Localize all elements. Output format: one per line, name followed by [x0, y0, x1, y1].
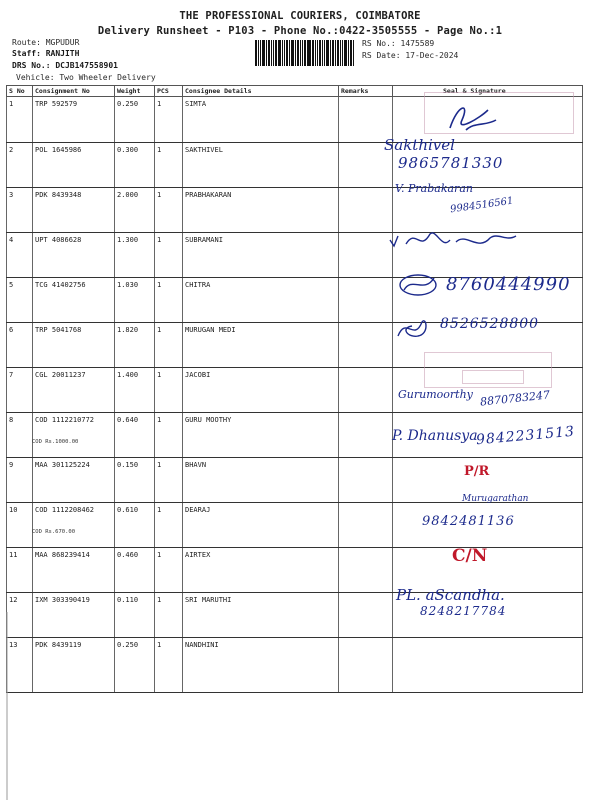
signature-row10-mark: P/R	[464, 464, 490, 479]
consignment-value: PDK 8439348	[35, 191, 82, 199]
pcs-value: 1	[157, 371, 162, 379]
sno-value: 8	[9, 416, 14, 424]
sno-value: 1	[9, 100, 14, 108]
sno-value: 10	[9, 506, 18, 514]
signature-row2-name: Sakthivel	[384, 136, 455, 154]
consignee-value: PRABHAKARAN	[185, 191, 232, 199]
signature-row6-phone: 8526528800	[440, 316, 540, 332]
signature-row5-phone: 8760444990	[446, 274, 571, 295]
consignment-value: TRP 5041768	[35, 326, 82, 334]
col-remarks-header: Remarks	[339, 86, 393, 97]
consignment-value: UPT 4086628	[35, 236, 82, 244]
consignee-value: DEARAJ	[185, 506, 211, 514]
company-title: THE PROFESSIONAL COURIERS, COIMBATORE	[179, 10, 421, 22]
consignee-value: SUBRAMANI	[185, 236, 223, 244]
pcs-value: 1	[157, 191, 162, 199]
consignment-value: TCG 41402756	[35, 281, 86, 289]
weight-value: 0.250	[117, 641, 139, 649]
pcs-value: 1	[157, 596, 162, 604]
stamp-row7-inner	[462, 370, 524, 384]
consignee-value: GURU MOOTHY	[185, 416, 232, 424]
cod-amount: COD Rs.1000.00	[32, 439, 79, 445]
signature-row2-phone: 9865781330	[398, 154, 504, 172]
consignment-value: MAA 301125224	[35, 461, 90, 469]
consignee-value: AIRTEX	[185, 551, 211, 559]
weight-value: 0.460	[117, 551, 139, 559]
pcs-value: 1	[157, 461, 162, 469]
signature-row9-phone: 9842231513	[475, 423, 576, 449]
pcs-value: 1	[157, 326, 162, 334]
weight-value: 2.000	[117, 191, 139, 199]
consignee-value: SRI MARUTHI	[185, 596, 232, 604]
pcs-value: 1	[157, 416, 162, 424]
signature-row5-mark	[396, 270, 442, 300]
weight-value: 0.110	[117, 596, 139, 604]
consignment-value: POL 1645986	[35, 146, 82, 154]
sno-value: 11	[9, 551, 18, 559]
col-signature-header: Seal & Signature	[393, 86, 583, 97]
weight-value: 0.300	[117, 146, 139, 154]
consignee-value: SIMTA	[185, 100, 207, 108]
consignment-value: COD 1112208462	[35, 506, 95, 514]
staff-label: Staff: RANJITH	[12, 49, 80, 58]
signature-row6-mark	[392, 314, 432, 344]
consignee-value: CHITRA	[185, 281, 211, 289]
weight-value: 1.820	[117, 326, 139, 334]
signature-row11-phone: 9842481136	[422, 514, 515, 529]
signature-row9-name: P. Dhanusya	[392, 428, 478, 444]
consignee-value: MURUGAN MEDI	[185, 326, 236, 334]
pcs-value: 1	[157, 641, 162, 649]
signature-row3-phone: 9984516561	[449, 195, 515, 216]
signature-row13-name: PL. aScandha.	[396, 586, 505, 604]
col-sno-header: S No	[7, 86, 33, 97]
signature-row3-name: V. Prabakaran	[395, 182, 473, 195]
weight-value: 0.250	[117, 100, 139, 108]
sno-value: 6	[9, 326, 14, 334]
signature-row12-mark: C/N	[452, 546, 488, 566]
sno-value: 5	[9, 281, 14, 289]
pcs-value: 1	[157, 236, 162, 244]
vehicle-label: Vehicle: Two Wheeler Delivery	[16, 73, 156, 82]
cod-amount: COD Rs.670.00	[32, 529, 76, 535]
signature-row1	[440, 100, 500, 140]
consignment-value: CGL 20011237	[35, 371, 86, 379]
signature-row13-phone: 8248217784	[420, 604, 507, 618]
rs-date: RS Date: 17-Dec-2024	[362, 51, 459, 60]
weight-value: 0.150	[117, 461, 139, 469]
pcs-value: 1	[157, 281, 162, 289]
signature-row4	[386, 222, 526, 258]
pcs-value: 1	[157, 100, 162, 108]
runsheet-title: Delivery Runsheet - P103 - Phone No.:0422-3505555 - Page No.:1	[97, 25, 503, 37]
col-pcs-header: PCS	[155, 86, 183, 97]
sno-value: 3	[9, 191, 14, 199]
sno-value: 4	[9, 236, 14, 244]
pcs-value: 1	[157, 146, 162, 154]
route-label: Route: MGPUDUR	[12, 38, 80, 47]
col-consignment-header: Consignment No	[33, 86, 115, 97]
signature-row8-phone: 8870783247	[479, 388, 551, 409]
signature-row8-name: Gurumoorthy	[398, 388, 473, 401]
consignee-value: BHAVN	[185, 461, 207, 469]
consignee-value: NANDHINI	[185, 641, 219, 649]
consignment-value: MAA 868239414	[35, 551, 90, 559]
rs-number: RS No.: 1475589	[362, 39, 435, 48]
weight-value: 0.610	[117, 506, 139, 514]
consignment-value: COD 1112210772	[35, 416, 95, 424]
pcs-value: 1	[157, 506, 162, 514]
consignee-value: JACOBI	[185, 371, 211, 379]
sno-value: 7	[9, 371, 14, 379]
sno-value: 12	[9, 596, 18, 604]
consignment-value: PDK 8439119	[35, 641, 82, 649]
signature-row11-name: Murugarathan	[462, 494, 529, 504]
weight-value: 1.300	[117, 236, 139, 244]
sno-value: 9	[9, 461, 14, 469]
col-consignee-header: Consignee Details	[183, 86, 339, 97]
consignment-value: IXM 303390419	[35, 596, 90, 604]
pcs-value: 1	[157, 551, 162, 559]
sno-value: 13	[9, 641, 18, 649]
consignment-value: TRP 592579	[35, 100, 78, 108]
weight-value: 0.640	[117, 416, 139, 424]
drs-number: DRS No.: DCJB147558901	[12, 61, 118, 70]
consignee-value: SAKTHIVEL	[185, 146, 223, 154]
sno-value: 2	[9, 146, 14, 154]
weight-value: 1.030	[117, 281, 139, 289]
weight-value: 1.400	[117, 371, 139, 379]
col-weight-header: Weight	[115, 86, 155, 97]
